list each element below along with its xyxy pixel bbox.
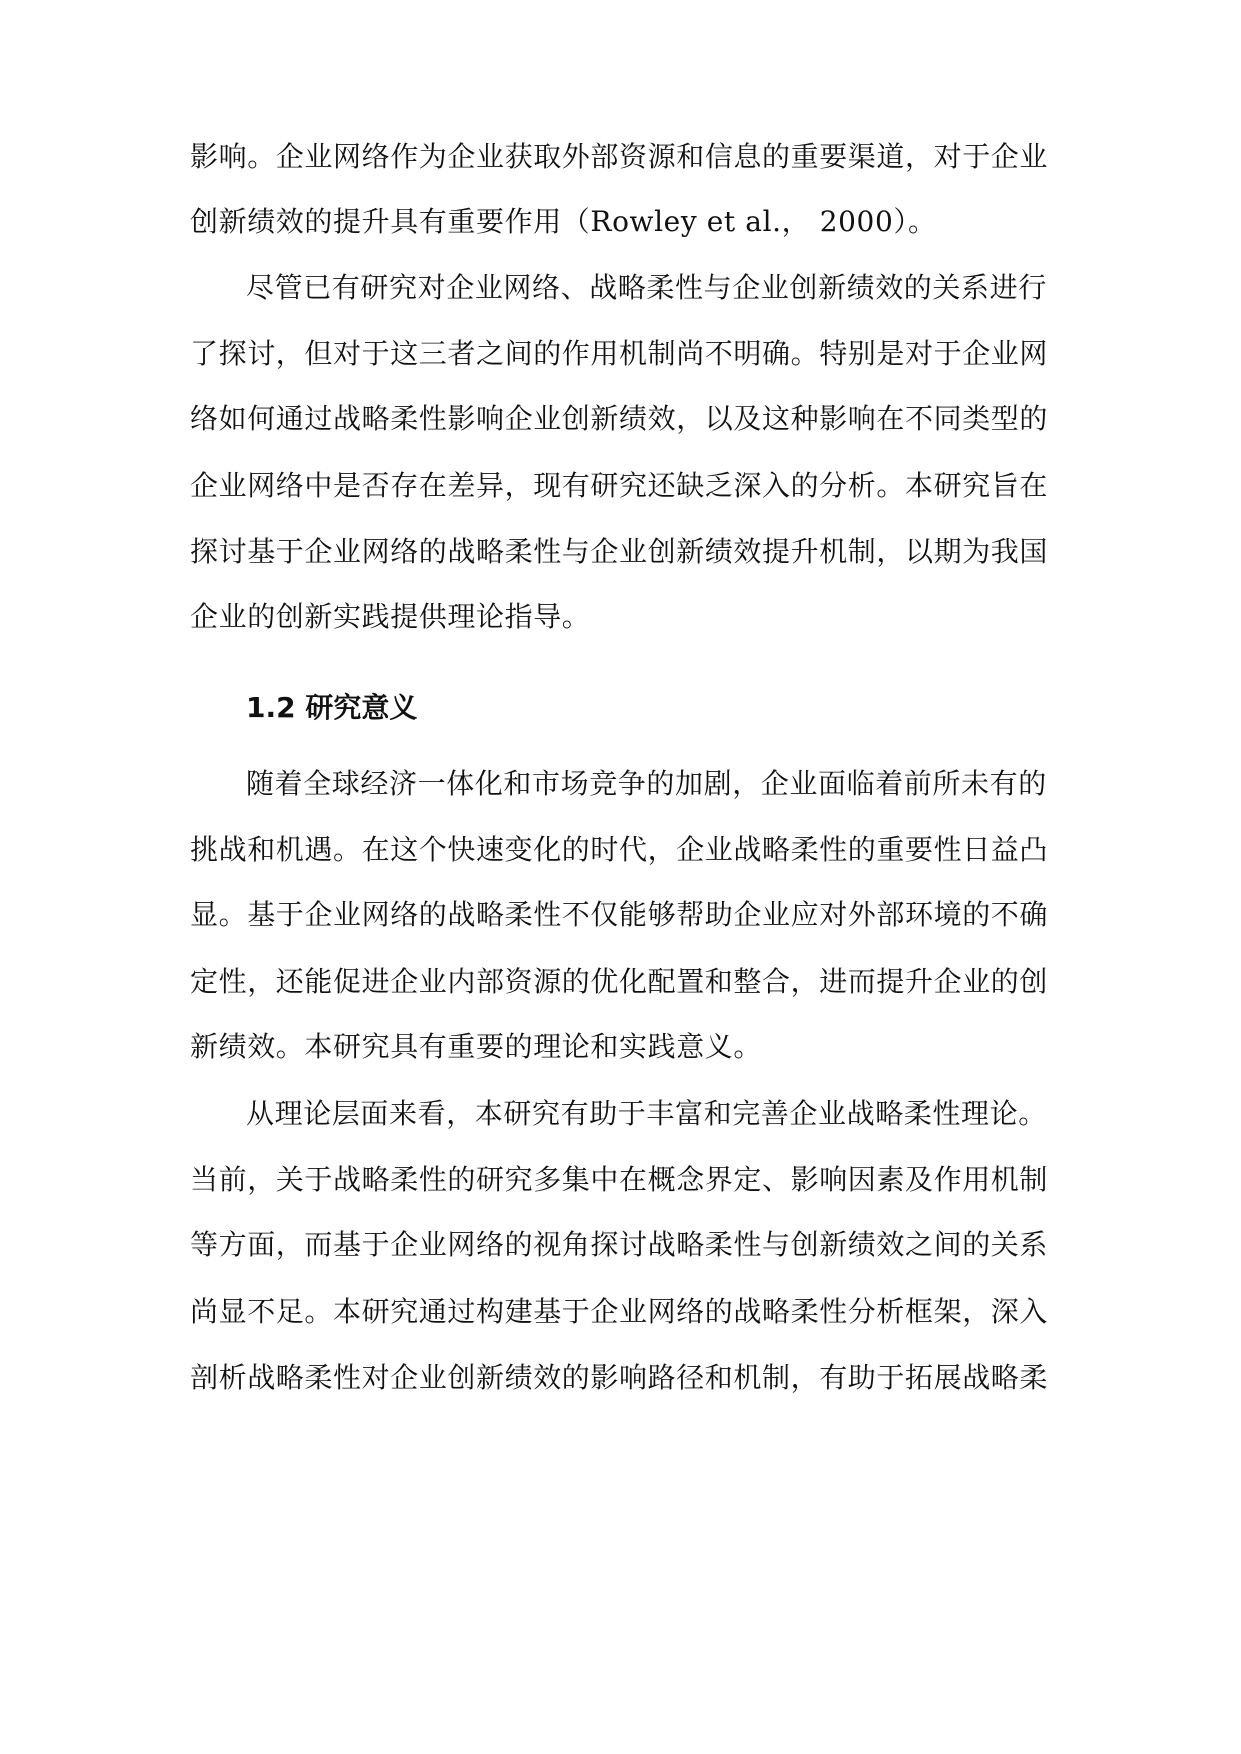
- paragraph-line: 企业网络中是否存在差异，现有研究还缺乏深入的分析。本研究旨在: [190, 469, 1049, 502]
- paragraph-line: 随着全球经济一体化和市场竞争的加剧，企业面临着前所未有的: [246, 767, 1047, 800]
- paragraph-line: 尚显不足。本研究通过构建基于企业网络的战略柔性分析框架，深入: [190, 1295, 1049, 1328]
- paragraph-line: 定性，还能促进企业内部资源的优化配置和整合，进而提升企业的创: [190, 965, 1049, 998]
- section-heading: 1.2 研究意义: [246, 691, 418, 724]
- paragraph-line: 了探讨，但对于这三者之间的作用机制尚不明确。特别是对于企业网: [190, 337, 1049, 370]
- paragraph-line: 剖析战略柔性对企业创新绩效的影响路径和机制，有助于拓展战略柔: [190, 1361, 1049, 1394]
- paragraph-line: 企业的创新实践提供理论指导。: [190, 600, 591, 633]
- paragraph-line: 显。基于企业网络的战略柔性不仅能够帮助企业应对外部环境的不确: [190, 898, 1049, 931]
- paragraph-line: 创新绩效的提升具有重要作用（Rowley et al.， 2000）。: [190, 205, 937, 238]
- paragraph-line: 尽管已有研究对企业网络、战略柔性与企业创新绩效的关系进行: [246, 271, 1047, 304]
- paragraph-line: 探讨基于企业网络的战略柔性与企业创新绩效提升机制，以期为我国: [190, 535, 1049, 568]
- paragraph-line: 从理论层面来看，本研究有助于丰富和完善企业战略柔性理论。: [246, 1097, 1047, 1130]
- paragraph-line: 新绩效。本研究具有重要的理论和实践意义。: [190, 1030, 763, 1063]
- paragraph-line: 等方面，而基于企业网络的视角探讨战略柔性与创新绩效之间的关系: [190, 1228, 1049, 1261]
- paragraph-line: 挑战和机遇。在这个快速变化的时代，企业战略柔性的重要性日益凸: [190, 833, 1049, 866]
- paragraph-line: 影响。企业网络作为企业获取外部资源和信息的重要渠道，对于企业: [190, 140, 1049, 173]
- paragraph-line: 络如何通过战略柔性影响企业创新绩效，以及这种影响在不同类型的: [190, 402, 1049, 435]
- paragraph-line: 当前，关于战略柔性的研究多集中在概念界定、影响因素及作用机制: [190, 1163, 1049, 1196]
